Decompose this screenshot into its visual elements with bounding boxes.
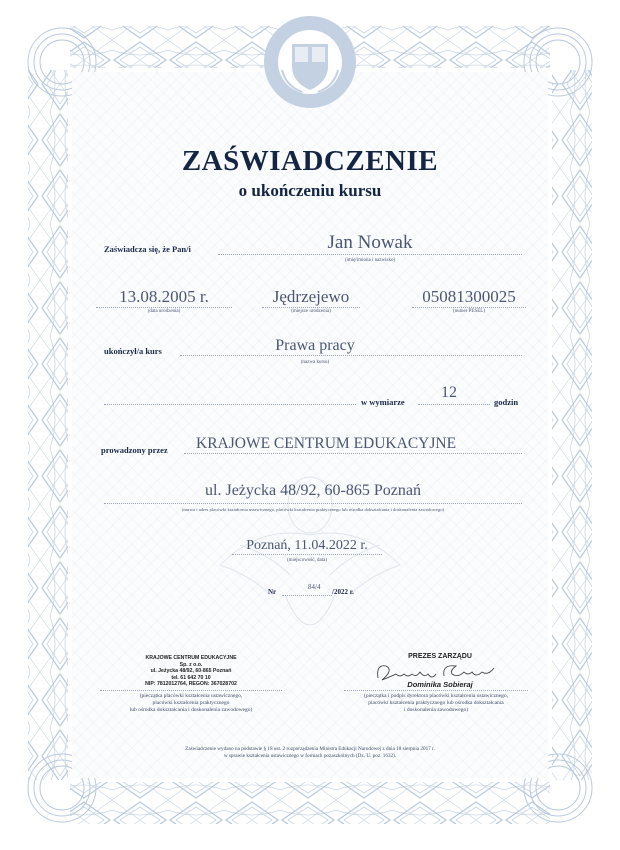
provider-label: prowadzony przez	[101, 445, 168, 455]
caption-line: (pieczątka placówki kształcenia ustawicznego,	[139, 693, 243, 699]
person-name-caption: (imię/imiona i nazwisko)	[344, 258, 396, 263]
provider-name: KRAJOWE CENTRUM EDUKACYJNE	[196, 435, 457, 452]
stamp-left-caption	[94, 693, 288, 714]
director-title: PREZES ZARZĄDU	[408, 653, 472, 660]
hours-label: w wymiarze	[361, 397, 405, 407]
stamp-line: KRAJOWE CENTRUM EDUKACYJNE	[145, 655, 237, 661]
issue-place-date: Poznań, 11.04.2022 r.	[232, 538, 382, 555]
provider-address: ul. Jeżycka 48/92, 60-865 Poznań	[205, 482, 421, 499]
birth-place-caption: (miejsce urodzenia)	[291, 309, 331, 314]
provider-line	[184, 453, 522, 454]
certificate-title: ZAŚWIADCZENIE	[181, 145, 439, 177]
person-label: Zaświadcza się, że Pan/i	[104, 244, 191, 254]
person-name: Jan Nowak	[327, 232, 413, 253]
number-line	[282, 595, 332, 596]
stamp-line: Sp. z o.o.	[179, 661, 203, 668]
course-label: ukończył/a kurs	[104, 346, 162, 356]
person-line	[218, 254, 522, 255]
caption-line: placówki kształcenia praktycznego lub ośrodka dokształcania	[368, 700, 504, 706]
hours-unit: godzin	[494, 397, 519, 407]
caption-line: (pieczątka i podpis dyrektora placówki kształcenia ustawicznego,	[363, 693, 508, 699]
stamp-line: ul. Jeżycka 48/92, 60-865 Poznań	[150, 668, 232, 674]
stamp-line: tel. 61 642 70 10	[171, 674, 211, 681]
caption-line: lub ośrodka dokształcania i doskonalenia zawodowego)	[129, 707, 253, 713]
hours-line	[418, 404, 490, 405]
stamp-line: NIP: 7812012764, REGON: 367028702	[145, 681, 237, 687]
provider-caption: (nazwa i adres placówki kształcenia ustawicznego, placówki kształcenia praktycznego lub ośrodka dokształcania i doskonalenia zawodowego)	[181, 507, 445, 512]
birth-date-caption: (data urodzenia)	[147, 309, 181, 314]
caption-line: i doskonalenia zawodowego)	[403, 707, 469, 713]
number-suffix: /2022 r.	[332, 588, 354, 596]
course-name-caption: (nazwa kursu)	[300, 360, 330, 365]
number-value: 84/4	[308, 583, 321, 591]
legal-note-line-2: w sprawie kształcenia ustawicznego w formach pozaszkolnych (Dz. U. poz. 1632).	[223, 753, 397, 759]
certificate-subtitle: o ukończeniu kursu	[238, 181, 382, 200]
birth-place: Jędrzejewo	[262, 287, 360, 308]
legal-note-line-1: Zaświadczenie wydano na podstawie § 18 ust. 2 rozporządzenia Ministra Edukacji Narodowej z dnia 18 sierpnia 2017 r.	[185, 746, 435, 752]
stamp-right-line	[344, 690, 528, 691]
birth-date: 13.08.2005 r.	[96, 287, 232, 308]
course-name: Prawa pracy	[275, 337, 355, 354]
issue-place-date-caption: (miejscowość, data)	[287, 558, 327, 563]
director-name: Dominika Sobieraj	[407, 680, 473, 689]
stamp-left-line	[100, 690, 282, 691]
course-hours: 12	[441, 384, 457, 401]
number-label: Nr	[268, 588, 277, 596]
pesel-number: 05081300025	[412, 287, 526, 308]
caption-line: placówki kształcenia praktycznego	[152, 700, 230, 706]
provider-address-line	[104, 503, 522, 504]
hours-leading-line	[104, 404, 356, 405]
pesel-caption: (numer PESEL)	[452, 309, 486, 314]
stamp-right-caption	[338, 693, 534, 714]
course-line	[180, 355, 522, 356]
seal-emblem-icon	[262, 14, 358, 110]
institution-stamp	[108, 655, 274, 688]
